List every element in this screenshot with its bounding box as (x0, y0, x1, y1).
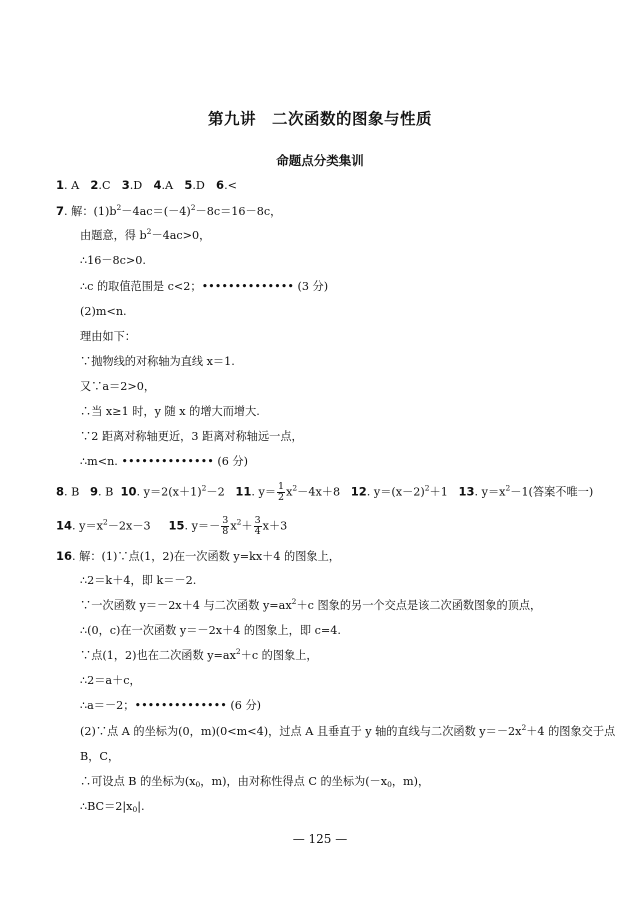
fraction: $\frac{3}{8}$ (222, 515, 229, 537)
question-number: 4 (153, 178, 162, 192)
answer-line-8-13: 8. B 9. B 10. $y=2(x+1)^2-2$ 11. y＝ $\frac{1}{2}$ $x^2-4x+8$ 12. $y=(x-2)^2+1$ 13. $y=x^2-1$(答案不唯一) (56, 481, 594, 503)
solution-line: ∴m<n. •••••••••••••• (6 分) (80, 455, 248, 468)
solution-line: ∴当 x≥1 时，y 随 x 的增大而增大. (80, 405, 260, 418)
question-number: 6 (216, 178, 225, 192)
solution-line: 由题意，得 $b^2-4ac>0$， (80, 227, 211, 242)
question-number: 1 (56, 178, 65, 192)
solution-line: ∵一次函数 y＝－2x＋4 与二次函数 $y=ax^2+c$ 图象的另一个交点是该二次函数图象的顶点， (80, 597, 542, 612)
solution-line: ∴2＝a＋c， (80, 674, 141, 687)
question-number: 5 (184, 178, 193, 192)
solution-line: ∴2＝k＋4，即 k＝－2. (80, 574, 197, 587)
solution-line: 理由如下： (80, 330, 136, 343)
solution-line: $\therefore BC=2|x_0|$. (80, 800, 145, 814)
fraction: $\frac{1}{2}$ (278, 481, 285, 503)
page-title: 第九讲 二次函数的图象与性质 (207, 110, 432, 128)
solution-line: ∵点(1，2)也在二次函数 $y=ax^2+c$ 的图象上， (80, 647, 318, 662)
answer-line-16: 16. 解：(1)∵点(1，2)在一次函数 y=kx＋4 的图象上， (56, 549, 340, 563)
question-number: 2 (90, 178, 99, 192)
solution-line: ∵2 距离对称轴更近，3 距离对称轴远一点， (80, 430, 303, 443)
page-number: — 125 — (292, 832, 348, 846)
question-number: 7 (56, 204, 65, 218)
answer-line-1-6 (56, 178, 237, 193)
solution-line: ∴a＝－2；•••••••••••••• (6 分) (80, 699, 261, 712)
solution-line: ∴可设点 B 的坐标为($x_0$，m)，由对称性得点 C 的坐标为($-x_0$，m)， (80, 775, 430, 789)
section-subtitle: 命题点分类集训 (276, 153, 364, 168)
answer-line-14-15: 14. $y=x^2-2x-3$ 15. y＝－ $\frac{3}{8}$ $x^2+$ $\frac{3}{4}$ x＋3 (56, 515, 288, 537)
solution-line: ∵抛物线的对称轴为直线 x＝1. (80, 355, 235, 368)
solution-line: ∴(0，c)在一次函数 y＝－2x＋4 的图象上，即 c=4. (80, 624, 341, 637)
fraction: $\frac{3}{4}$ (254, 515, 261, 537)
solution-line: ∴c 的取值范围是 c<2；•••••••••••••• (3 分) (80, 280, 329, 293)
solution-line: (2)m<n. (80, 305, 127, 318)
question-number: 3 (121, 178, 130, 192)
solution-line: ∴16－8c>0. (80, 254, 146, 267)
solution-line: B，C， (80, 750, 120, 763)
answer-line-7: 7. 解：$(1)b^2-4ac=(-4)^2-8c=16-8c$， (56, 203, 282, 218)
solution-line: 又∵a＝2>0， (80, 380, 156, 393)
solution-line: (2)∵点 A 的坐标为(0，m)(0<m<4)，过点 A 且垂直于 y 轴的直线与二次函数 $y=-2x^2+4$ 的图象交于点 (80, 723, 616, 738)
answer-text: . A 2.C 3.D 4.A 5.D 6.< (64, 178, 237, 192)
